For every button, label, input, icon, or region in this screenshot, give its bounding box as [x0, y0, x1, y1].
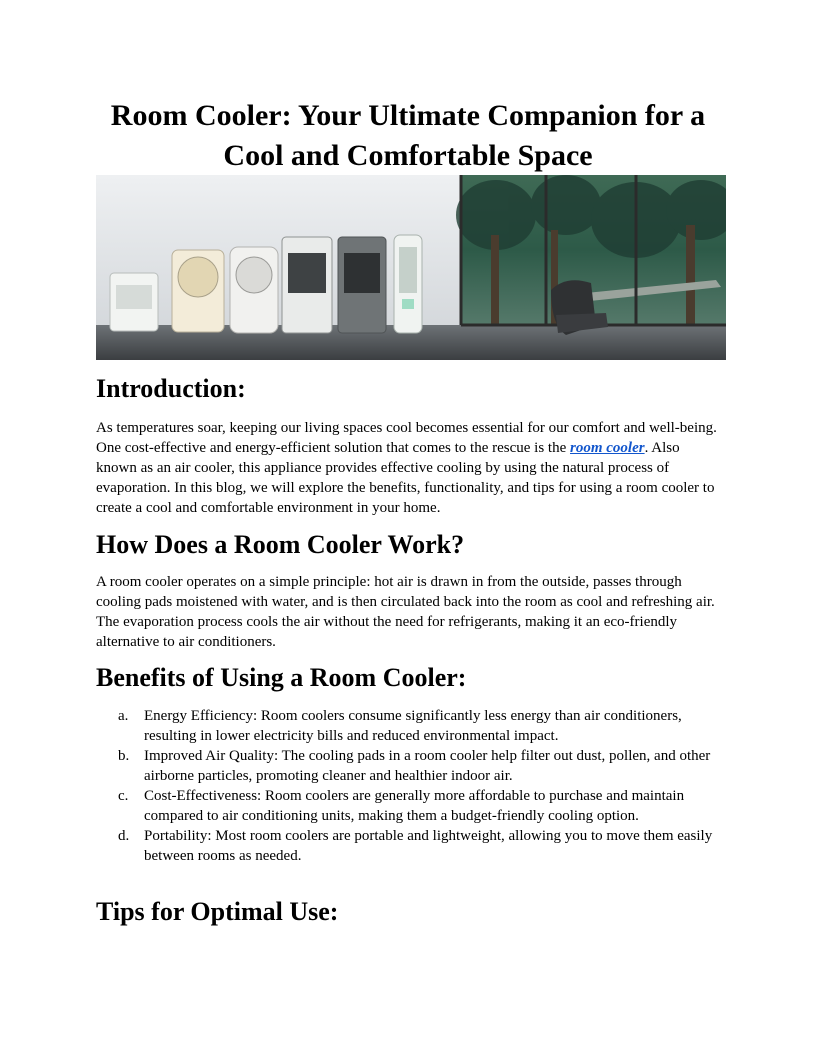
page-title: Room Cooler: Your Ultimate Companion for a Cool and Comfortable Space — [110, 99, 706, 172]
list-item — [96, 786, 720, 826]
list-item-text: Portability: Most room coolers are portable and lightweight, allowing you to move them easily between rooms as needed. — [144, 828, 713, 864]
list-item — [96, 706, 720, 746]
intro-text-after-link: . Also known as an air cooler, this appliance provides effective cooling by using the natural process of evaporation. In this blog, we will explore the benefits, functionality, and tips for using a room cooler to create a cool and comfortable environment in your home. — [96, 440, 715, 516]
list-marker: c. — [118, 788, 129, 804]
list-marker: d. — [118, 828, 130, 844]
list-item — [96, 746, 720, 786]
intro-heading: Introduction: — [96, 374, 246, 403]
how-heading: How Does a Room Cooler Work? — [96, 530, 465, 559]
list-item-text: Energy Efficiency: Room coolers consume significantly less energy than air conditioners, resulting in lower electricity bills and reduced environmental impact. — [144, 708, 682, 744]
list-marker: a. — [118, 708, 129, 724]
room-cooler-link[interactable]: room cooler — [570, 440, 645, 456]
list-item-text: Improved Air Quality: The cooling pads in a room cooler help filter out dust, pollen, and other airborne particles, promoting cleaner and healthier indoor air. — [144, 748, 711, 784]
intro-text-before-link: As temperatures soar, keeping our living spaces cool becomes essential for our comfort and well-being. One cost-effective and energy-efficient solution that comes to the rescue is the — [96, 420, 717, 456]
benefits-list — [96, 706, 720, 866]
tips-heading: Tips for Optimal Use: — [96, 897, 339, 926]
how-paragraph: A room cooler operates on a simple principle: hot air is drawn in from the outside, passes through cooling pads moistened with water, and is then circulated back into the room as cool and refreshing air. The evaporation process cools the air without the need for refrigerants, making it an eco-friendly alternative to air conditioners. — [96, 574, 715, 650]
benefits-heading: Benefits of Using a Room Cooler: — [96, 663, 467, 692]
list-marker: b. — [118, 748, 130, 764]
list-item-text: Cost-Effectiveness: Room coolers are generally more affordable to purchase and maintain compared to air conditioning units, making them a budget-friendly cooling option. — [144, 788, 685, 824]
room-cooler-lineup-photo — [96, 175, 726, 360]
list-item — [96, 826, 720, 866]
intro-paragraph — [96, 418, 720, 518]
